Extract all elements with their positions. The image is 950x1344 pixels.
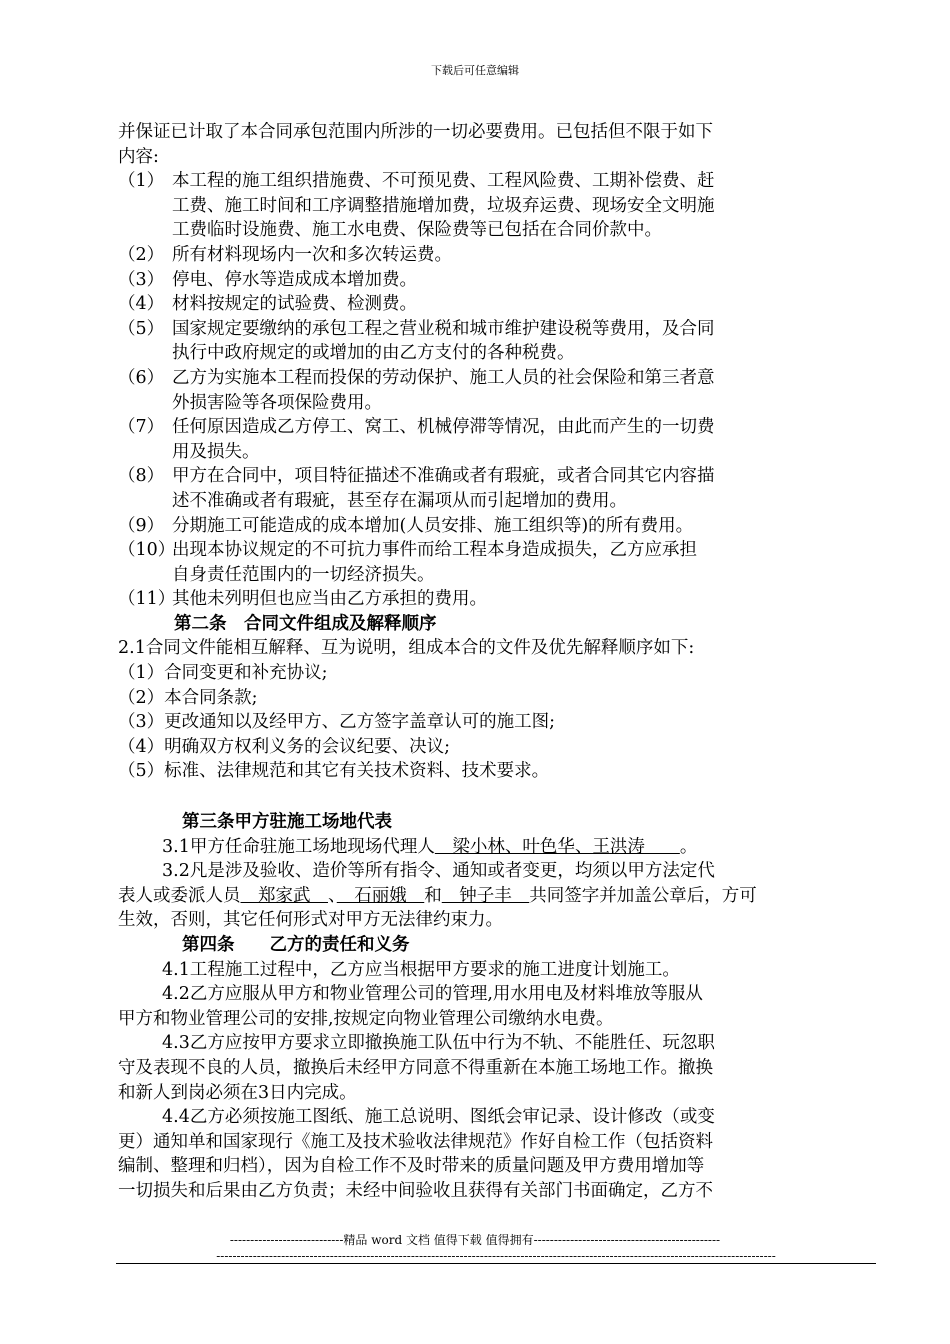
separator: 和 <box>424 885 442 906</box>
cost-item-continuation: 工费临时设施费、施工水电费、保险费等已包括在合同价款中。 <box>172 220 662 241</box>
cost-item <box>118 587 878 612</box>
cost-item <box>118 514 878 539</box>
article-4-paragraph-line: 一切损失和后果由乙方负责；未经中间验收且获得有关部门书面确定，乙方不 <box>118 1180 713 1201</box>
intro-line-2: 内容: <box>118 146 159 167</box>
cost-item-number: （3） <box>118 269 165 290</box>
cost-item <box>118 169 878 194</box>
clause-3-2-text-cont: 共同签字并加盖公章后，方可 <box>529 885 757 906</box>
article-4-paragraph-line: 4.3乙方应按甲方要求立即撤换施工队伍中行为不轨、不能胜任、玩忽职 <box>162 1033 715 1054</box>
cost-item-number: （6） <box>118 367 165 388</box>
cost-item-text: 材料按规定的试验费、检测费。 <box>172 294 417 315</box>
cost-item-text: 任何原因造成乙方停工、窝工、机械停滞等情况，由此而产生的一切费 <box>172 417 715 438</box>
cost-item <box>118 268 878 293</box>
cost-items-list <box>118 169 878 612</box>
cost-item-number: （2） <box>118 244 165 265</box>
cost-item-text: 出现本协议规定的不可抗力事件而给工程本身造成损失，乙方应承担 <box>172 540 697 561</box>
intro-line-1: 并保证已计取了本合同承包范围内所涉的一切必要费用。已包括但不限于如下 <box>118 122 713 142</box>
article-2-item: （3）更改通知以及经甲方、乙方签字盖章认可的施工图; <box>118 712 556 733</box>
article-4-paragraph-line: 4.4乙方必须按施工图纸、施工总说明、图纸会审记录、设计修改（或变 <box>162 1107 715 1128</box>
page-footer <box>0 1231 950 1263</box>
footer-rule <box>116 1263 876 1264</box>
cost-item-number: （9） <box>118 515 165 536</box>
cost-item <box>118 243 878 268</box>
cost-item <box>118 366 878 391</box>
article-4-paragraph-line: 4.1工程施工过程中，乙方应当根据甲方要求的施工进度计划施工。 <box>162 959 680 980</box>
cost-item <box>118 317 878 342</box>
article-2-item: （4）明确双方权利义务的会议纪要、决议; <box>118 736 451 757</box>
cost-item <box>118 292 878 317</box>
article-3-para-1 <box>118 835 878 860</box>
footer-line-2: ------------------------------------------------------------------------------------------------------------------------------------------ <box>216 1249 776 1263</box>
article-2-title: 第二条 合同文件组成及解释顺序 <box>174 613 437 634</box>
article-3-para-2-line-1: 3.2凡是涉及验收、造价等所有指令、通知或者变更，均须以甲方法定代 <box>162 861 715 882</box>
article-4-paragraph-line: 和新人到岗必须在3日内完成。 <box>118 1082 357 1103</box>
clause-3-1-end: 。 <box>679 836 698 857</box>
cost-item-number: （11） <box>118 589 176 610</box>
cost-item-continuation: 执行中政府规定的或增加的由乙方支付的各种税费。 <box>172 343 575 364</box>
cost-item-continuation: 外损害险等各项保险费用。 <box>172 392 382 413</box>
article-2-item: （1）合同变更和补充协议; <box>118 663 328 684</box>
footer-line-1: ----------------------------精品 word 文档 值得下载 值得拥有---------------------------------------------- <box>229 1233 721 1247</box>
cost-item-text: 分期施工可能造成的成本增加(人员安排、施工组织等)的所有费用。 <box>172 515 694 536</box>
cost-item <box>118 538 878 563</box>
article-2-item: （5）标准、法律规范和其它有关技术资料、技术要求。 <box>118 761 550 782</box>
cost-item-number: （8） <box>118 466 165 487</box>
cost-item-number: （5） <box>118 318 165 339</box>
clause-3-2-text: 表人或委派人员 <box>118 885 241 906</box>
cost-item-text: 甲方在合同中，项目特征描述不准确或者有瑕疵，或者合同其它内容描 <box>172 466 715 487</box>
cost-item-text: 其他未列明但也应当由乙方承担的费用。 <box>172 589 487 610</box>
article-2-item: （2）本合同条款; <box>118 687 258 708</box>
cost-item-continuation: 工费、施工时间和工序调整措施增加费，垃圾弃运费、现场安全文明施 <box>172 195 715 216</box>
site-representatives: 梁小林、叶色华、王洪涛 <box>434 836 680 857</box>
spacer <box>118 784 878 810</box>
article-4-paragraph-line: 4.2乙方应服从甲方和物业管理公司的管理,用水用电及材料堆放等服从 <box>162 984 703 1005</box>
article-4-paragraphs <box>118 958 878 1204</box>
article-3-title: 第三条甲方驻施工场地代表 <box>182 812 392 833</box>
cost-item-number: （7） <box>118 417 165 438</box>
article-4-paragraph-line: 守及表现不良的人员，撤换后未经甲方同意不得重新在本施工场地工作。撤换 <box>118 1057 713 1078</box>
cost-item-text: 所有材料现场内一次和多次转运费。 <box>172 244 452 265</box>
cost-item <box>118 464 878 489</box>
delegate-name-1: 郑家武 <box>240 885 328 906</box>
article-4-paragraph-line: 更）通知单和国家现行《施工及技术验收法律规范》作好自检工作（包括资料 <box>118 1131 713 1152</box>
cost-item-text: 乙方为实施本工程而投保的劳动保护、施工人员的社会保险和第三者意 <box>172 367 715 388</box>
document-body <box>118 120 878 1204</box>
page-header: 下载后可任意编辑 <box>431 64 519 77</box>
separator: 、 <box>328 885 337 906</box>
cost-item <box>118 415 878 440</box>
cost-item-number: （1） <box>118 171 165 192</box>
article-3-para-2-line-2 <box>118 884 878 909</box>
cost-item-text: 国家规定要缴纳的承包工程之营业税和城市维护建设税等费用，及合同 <box>172 318 715 339</box>
cost-item-continuation: 用及损失。 <box>172 441 260 462</box>
cost-item-number: （10） <box>118 540 176 561</box>
article-4-paragraph-line: 编制、整理和归档），因为自检工作不及时带来的质量问题及甲方费用增加等 <box>118 1156 705 1177</box>
article-3-para-2-line-3: 生效，否则，其它任何形式对甲方无法律约束力。 <box>118 910 503 931</box>
article-2-intro: 2.1合同文件能相互解释、互为说明，组成本合的文件及优先解释顺序如下: <box>118 638 695 659</box>
article-4-title: 第四条 乙方的责任和义务 <box>182 935 410 955</box>
cost-item-continuation: 述不准确或者有瑕疵，甚至存在漏项从而引起增加的费用。 <box>172 490 627 511</box>
cost-item-text: 停电、停水等造成成本增加费。 <box>172 269 417 290</box>
cost-item-text: 本工程的施工组织措施费、不可预见费、工程风险费、工期补偿费、赶 <box>172 171 715 192</box>
delegate-name-3: 钟子丰 <box>441 885 530 906</box>
delegate-name-2: 石丽娥 <box>336 885 425 906</box>
cost-item-continuation: 自身责任范围内的一切经济损失。 <box>172 564 435 585</box>
article-4-paragraph-line: 甲方和物业管理公司的安排,按规定向物业管理公司缴纳水电费。 <box>118 1008 614 1029</box>
clause-3-1-text: 3.1甲方任命驻施工场地现场代理人 <box>162 836 435 857</box>
cost-item-number: （4） <box>118 294 165 315</box>
